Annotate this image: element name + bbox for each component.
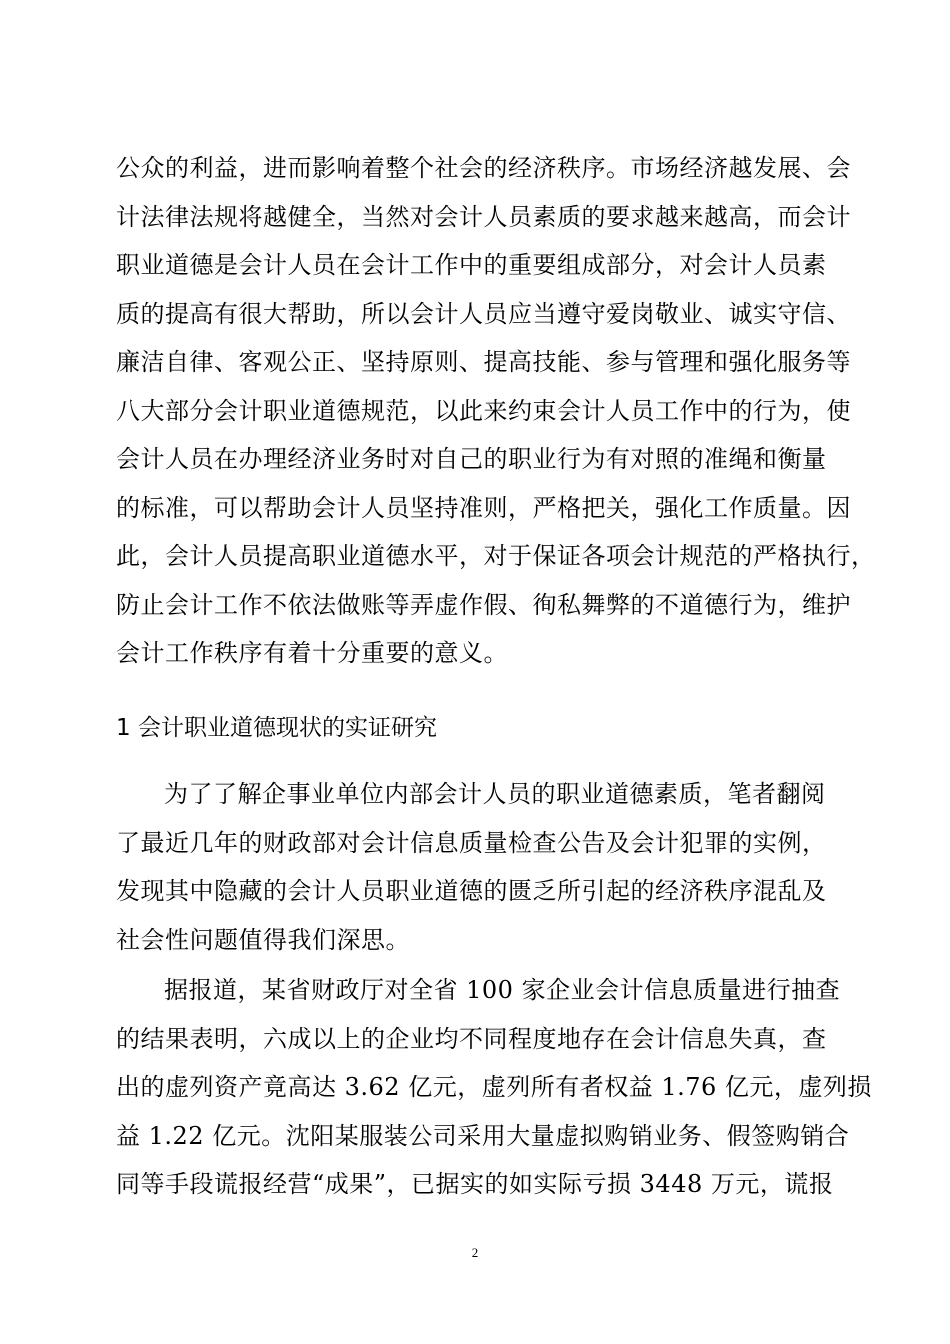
section-heading: 1 会计职业道德现状的实证研究: [116, 715, 437, 741]
body-paragraph: [116, 144, 876, 678]
text-line: 廉洁自律、客观公正、坚持原则、提高技能、参与管理和强化服务等: [116, 348, 851, 376]
text-line: 益 1.22 亿元。沈阳某服装公司采用大量虚拟购销业务、假签购销合: [116, 1121, 850, 1150]
text-line: 会计人员在办理经济业务时对自己的职业行为有对照的准绳和衡量: [116, 445, 827, 473]
body-paragraph: [116, 770, 840, 964]
text-line: 职业道德是会计人员在会计工作中的重要组成部分，对会计人员素: [116, 251, 827, 279]
text-line: 为了了解企事业单位内部会计人员的职业道德素质，笔者翻阅: [164, 780, 826, 808]
text-line: 防止会计工作不依法做账等弄虚作假、徇私舞弊的不道德行为，维护: [116, 590, 851, 619]
body-paragraph: [116, 966, 872, 1209]
text-line: 同等手段谎报经营“成果”，已据实的如实际亏损 3448 万元，谎报: [116, 1170, 834, 1198]
text-line: 出的虚列资产竟高达 3.62 亿元，虚列所有者权益 1.76 亿元，虚列损: [116, 1073, 872, 1101]
text-line: 据报道，某省财政厅对全省 100 家企业会计信息质量进行抽查: [164, 976, 841, 1004]
text-line: 的标准，可以帮助会计人员坚持准则，严格把关，强化工作质量。因: [116, 493, 851, 522]
text-line: 八大部分会计职业道德规范，以此来约束会计人员工作中的行为，使: [116, 396, 851, 425]
page-number: 2: [471, 1245, 479, 1260]
text-line: 质的提高有很大帮助，所以会计人员应当遵守爱岗敬业、诚实守信、: [116, 299, 851, 328]
text-line: 发现其中隐藏的会计人员职业道德的匮乏所引起的经济秩序混乱及: [116, 877, 827, 905]
text-line: 计法律法规将越健全，当然对会计人员素质的要求越来越高，而会计: [116, 202, 851, 231]
text-line: 此，会计人员提高职业道德水平，对于保证各项会计规范的严格执行，: [116, 542, 876, 570]
text-line: 公众的利益，进而影响着整个社会的经济秩序。市场经济越发展、会: [116, 154, 851, 182]
text-line: 会计工作秩序有着十分重要的意义。: [116, 639, 508, 667]
text-line: 了最近几年的财政部对会计信息质量检查公告及会计犯罪的实例，: [116, 828, 827, 857]
text-line: 的结果表明，六成以上的企业均不同程度地存在会计信息失真，查: [116, 1024, 827, 1053]
text-line: 社会性问题值得我们深思。: [116, 925, 410, 954]
